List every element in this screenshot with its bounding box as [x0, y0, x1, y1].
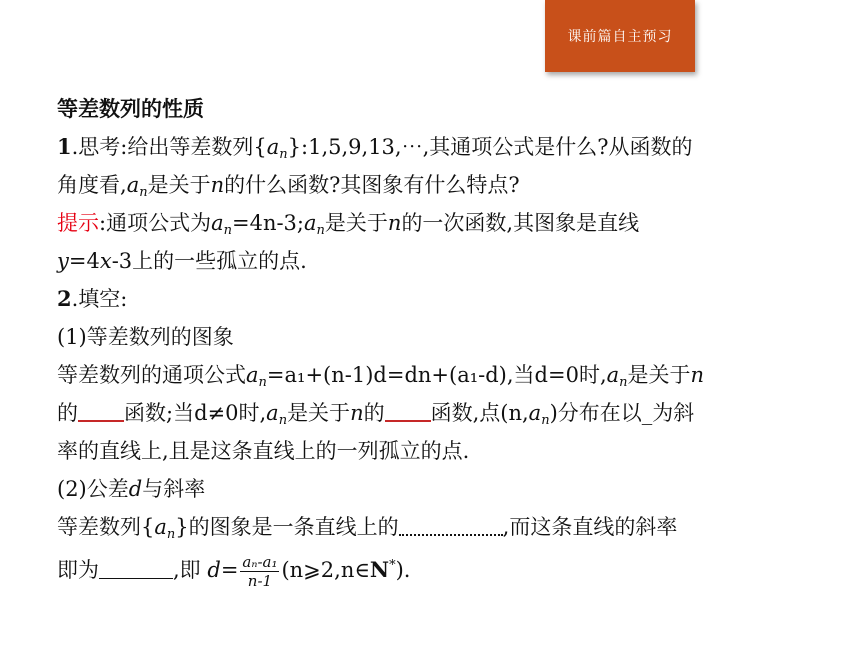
seq-sub: n	[279, 147, 288, 162]
para-text: }的图象是一条直线上的	[175, 515, 399, 539]
var-sub: n	[619, 375, 628, 390]
para-text: )分布在以_为斜	[549, 401, 695, 425]
condition: ).	[395, 558, 411, 582]
var-sub: n	[278, 413, 288, 428]
section-tab[interactable]: 课前篇自主预习	[545, 0, 695, 72]
var-sub: n	[541, 413, 550, 428]
hint-text: 通项公式为	[106, 211, 212, 235]
hint-text: 是关于	[324, 211, 388, 235]
var-a: a	[528, 401, 542, 425]
para-text: 函数,点(n,	[430, 401, 529, 425]
sub1-para-line-1	[57, 356, 817, 394]
question-number: 1	[57, 134, 72, 159]
para-text: 即为	[57, 558, 99, 582]
lesson-content	[57, 90, 817, 594]
var-x: x	[99, 249, 112, 273]
slope-fraction	[240, 553, 279, 590]
var-n: n	[690, 363, 705, 387]
sub1-title: (1)等差数列的图象	[57, 325, 234, 349]
var-sub: n	[223, 223, 232, 238]
para-text: 函数;当d≠0时,	[124, 401, 267, 425]
var-n: n	[210, 173, 225, 197]
sub2-para-line-2	[57, 546, 817, 594]
hint-line-2	[57, 242, 817, 280]
answer-blank-3[interactable]	[399, 508, 503, 536]
para-text: 是关于	[287, 401, 351, 425]
formula: =a₁+(n-1)d=dn+(a₁-d),当d=0时,	[266, 363, 607, 387]
fraction-denominator: n-1	[247, 572, 273, 590]
var-sub: n	[316, 223, 325, 238]
think-line-1	[57, 128, 817, 166]
var-a: a	[266, 401, 279, 425]
fill-label: .填空:	[71, 287, 128, 311]
para-text: 等差数列{	[57, 515, 155, 539]
var-a: a	[154, 515, 167, 539]
para-text: 的	[363, 401, 385, 425]
sub2-title	[57, 470, 817, 508]
sub2-para-line-1	[57, 508, 817, 546]
para-text: ,而这条直线的斜率	[502, 515, 678, 539]
var-a: a	[304, 211, 317, 235]
star-superscript: *	[389, 558, 396, 573]
natural-numbers-symbol: N	[369, 557, 390, 582]
think-text: 的什么函数?其图象有什么特点?	[224, 173, 520, 197]
answer-blank-1[interactable]	[78, 394, 124, 422]
section-title: 等差数列的性质	[57, 97, 204, 121]
fraction-numerator: aₙ-a₁	[242, 553, 278, 571]
para-text: 的	[57, 401, 78, 425]
hint-formula: =4	[68, 249, 100, 273]
para-text: 与斜率	[142, 477, 206, 501]
condition: (n⩾2,n∈	[281, 558, 370, 582]
var-a: a	[246, 363, 259, 387]
var-d: d	[207, 558, 221, 582]
var-a: a	[211, 211, 224, 235]
var-d: d	[128, 477, 143, 501]
var-sub: n	[139, 185, 148, 200]
hint-colon: :	[99, 211, 107, 235]
think-text: 是关于	[147, 173, 211, 197]
var-sub: n	[258, 375, 267, 390]
answer-blank-2[interactable]	[385, 394, 431, 422]
var-a: a	[606, 363, 620, 387]
hint-formula: =4n-3;	[231, 211, 304, 235]
equals: =	[220, 558, 239, 582]
answer-blank-4[interactable]	[99, 552, 173, 579]
hint-line-1	[57, 204, 817, 242]
var-n: n	[387, 211, 402, 235]
var-sub: n	[166, 527, 176, 542]
var-y: y	[57, 249, 69, 273]
hint-text: -3上的一些孤立的点.	[111, 249, 307, 273]
seq-var: a	[266, 135, 280, 159]
think-text: .思考:给出等差数列{	[71, 135, 267, 159]
para-text: (2)公差	[57, 477, 129, 501]
think-line-2	[57, 166, 817, 204]
para-text: ,即	[173, 558, 208, 582]
para-text: 等差数列的通项公式	[57, 363, 246, 387]
sub1-para-line-3: 率的直线上,且是这条直线上的一列孤立的点.	[57, 439, 470, 463]
hint-label: 提示	[57, 211, 99, 235]
think-text: 角度看,	[57, 173, 127, 197]
para-text: 是关于	[627, 363, 691, 387]
fill-heading	[57, 280, 817, 318]
sub1-para-line-2	[57, 394, 817, 432]
var-n: n	[350, 401, 364, 425]
think-text-end: }:1,5,9,13,⋯,其通项公式是什么?从函数的	[287, 135, 693, 159]
var-a: a	[126, 173, 140, 197]
hint-text: 的一次函数,其图象是直线	[401, 211, 640, 235]
question-number: 2	[57, 286, 72, 311]
